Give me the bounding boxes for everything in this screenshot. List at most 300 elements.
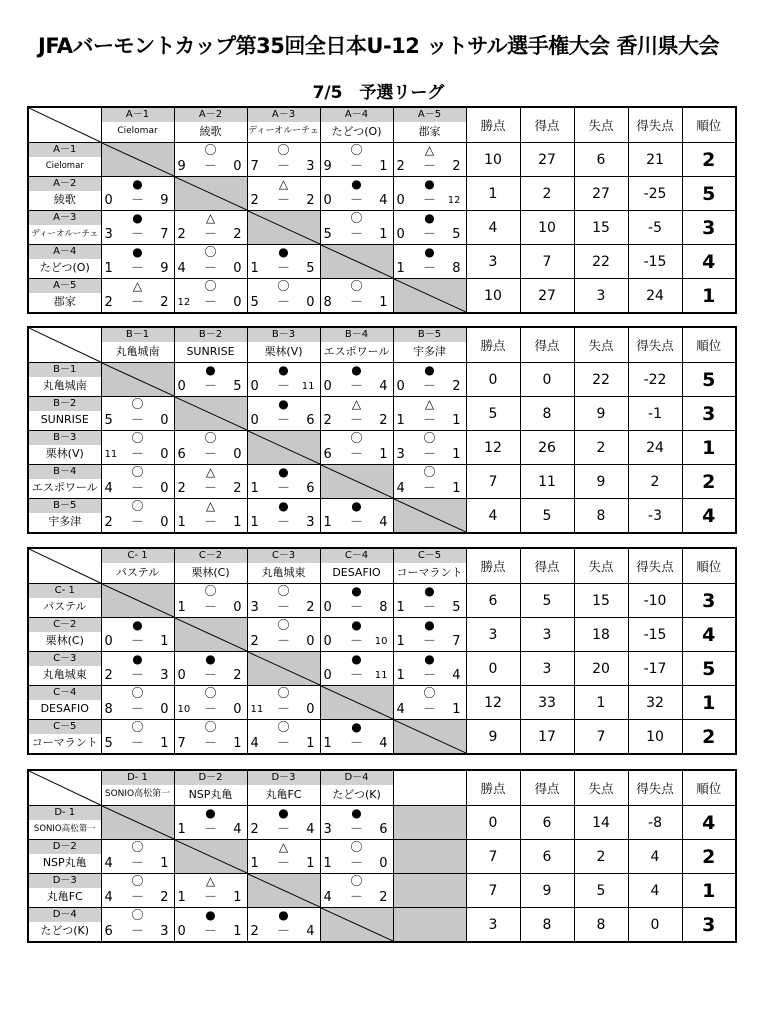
stat-header: 得失点 [628, 548, 682, 584]
stat-header: 得失点 [628, 107, 682, 143]
table-row [28, 143, 736, 177]
self-match-cell [101, 363, 174, 397]
score-against: 2 [379, 413, 388, 428]
column-team-code: D－4 [321, 771, 393, 785]
score-for: 8 [104, 702, 113, 717]
score-for: 0 [323, 600, 332, 615]
goals-for-cell: 5 [520, 584, 574, 618]
goal-difference-cell: -25 [628, 177, 682, 211]
column-team-name: ディーオルーチェ [248, 126, 319, 136]
stat-header: 順位 [682, 107, 736, 143]
stat-header: 得失点 [628, 327, 682, 363]
rank-cell: 5 [682, 363, 736, 397]
score-dash: － [203, 924, 217, 939]
score-against: 1 [379, 447, 388, 462]
score-dash: － [203, 295, 217, 310]
match-result-cell [101, 686, 174, 720]
score-for: 1 [250, 856, 259, 871]
result-win-icon: 〇 [204, 686, 217, 700]
match-score [248, 633, 320, 651]
score-against: 4 [306, 822, 315, 837]
goals-against-cell: 3 [574, 279, 628, 314]
match-result-cell [101, 177, 174, 211]
score-against: 1 [233, 736, 242, 751]
result-draw-icon: △ [205, 465, 216, 479]
column-header [101, 548, 174, 584]
row-team-code: B－3 [29, 431, 101, 445]
score-dash: － [422, 481, 436, 496]
match-result-cell [393, 363, 466, 397]
result-draw-icon: △ [205, 499, 216, 513]
match-score [175, 294, 247, 312]
match-result-cell [101, 465, 174, 499]
rank-cell: 3 [682, 397, 736, 431]
score-dash: － [276, 924, 290, 939]
corner-cell [28, 770, 101, 806]
score-for: 1 [177, 890, 186, 905]
match-result-cell [393, 431, 466, 465]
goal-difference-cell: 0 [628, 908, 682, 943]
score-for: 4 [104, 481, 113, 496]
match-score [321, 889, 393, 907]
match-score [394, 701, 466, 719]
result-loss-icon: ● [278, 245, 289, 259]
score-against: 5 [233, 379, 242, 394]
result-draw-icon: △ [205, 211, 216, 225]
column-team-name: たどつ(O) [331, 125, 382, 138]
column-header [393, 548, 466, 584]
match-result-cell [101, 211, 174, 245]
rank-cell: 4 [682, 499, 736, 534]
score-for: 1 [250, 481, 259, 496]
score-dash: － [349, 668, 363, 683]
score-dash: － [349, 227, 363, 242]
table-row [28, 618, 736, 652]
score-against: 2 [233, 481, 242, 496]
result-win-icon: 〇 [204, 245, 217, 259]
column-team-name: 丸亀城南 [115, 345, 160, 358]
match-score [175, 667, 247, 685]
match-score [175, 514, 247, 532]
score-against: 4 [233, 822, 242, 837]
match-result-cell [393, 618, 466, 652]
stat-header: 得点 [520, 548, 574, 584]
row-team-name: たどつ(O) [39, 261, 90, 274]
column-team-name: SONIO高松第一 [104, 789, 171, 799]
score-dash: － [422, 634, 436, 649]
points-cell: 4 [466, 499, 520, 534]
score-against: 3 [306, 515, 315, 530]
goals-against-cell: 9 [574, 465, 628, 499]
match-score [321, 294, 393, 312]
result-loss-icon: ● [424, 211, 435, 225]
result-loss-icon: ● [205, 363, 216, 377]
score-against: 1 [306, 736, 315, 751]
points-cell: 0 [466, 652, 520, 686]
score-against: 4 [379, 515, 388, 530]
match-result-cell [320, 211, 393, 245]
table-row [28, 177, 736, 211]
goal-difference-cell: 21 [628, 143, 682, 177]
match-result-cell [174, 652, 247, 686]
score-for: 0 [104, 193, 113, 208]
match-result-cell [101, 840, 174, 874]
match-score [102, 889, 174, 907]
rank-cell: 3 [682, 584, 736, 618]
score-for: 2 [250, 924, 259, 939]
score-dash: － [422, 159, 436, 174]
score-dash: － [130, 295, 144, 310]
points-cell: 4 [466, 211, 520, 245]
score-for: 2 [396, 159, 405, 174]
rank-cell: 3 [682, 211, 736, 245]
row-team-code: C－3 [29, 652, 101, 666]
score-dash: － [130, 193, 144, 208]
score-for: 5 [104, 413, 113, 428]
score-for: 0 [323, 668, 332, 683]
score-dash: － [422, 261, 436, 276]
result-loss-icon: ● [351, 652, 362, 666]
score-for: 0 [323, 634, 332, 649]
score-dash: － [130, 447, 144, 462]
row-team-code: A－4 [29, 245, 101, 259]
result-loss-icon: ● [132, 211, 143, 225]
score-for: 0 [396, 193, 405, 208]
match-result-cell [393, 686, 466, 720]
table-row [28, 806, 736, 840]
score-against: 1 [379, 295, 388, 310]
score-dash: － [349, 295, 363, 310]
row-team-code: C－4 [29, 686, 101, 700]
result-draw-icon: △ [424, 397, 435, 411]
result-win-icon: 〇 [131, 908, 144, 922]
self-match-cell [320, 686, 393, 720]
match-result-cell [320, 652, 393, 686]
group-table [27, 769, 737, 943]
page-subtitle: 7/5 予選リーグ [312, 83, 445, 103]
row-team-code: D－4 [29, 908, 101, 922]
rank-cell: 1 [682, 279, 736, 314]
match-result-cell [393, 245, 466, 279]
goals-for-cell: 10 [520, 211, 574, 245]
goals-for-cell: 11 [520, 465, 574, 499]
stat-header: 順位 [682, 327, 736, 363]
table-row [28, 245, 736, 279]
column-header [101, 770, 174, 806]
points-cell: 3 [466, 618, 520, 652]
rank-cell: 1 [682, 686, 736, 720]
result-win-icon: 〇 [350, 279, 363, 293]
corner-cell [28, 107, 101, 143]
result-win-icon: 〇 [423, 686, 436, 700]
score-against: 1 [379, 227, 388, 242]
points-cell: 12 [466, 686, 520, 720]
score-against: 5 [452, 600, 461, 615]
column-team-name: Cielomar [117, 126, 158, 136]
score-against: 1 [306, 856, 315, 871]
goals-against-cell: 7 [574, 720, 628, 755]
score-for: 1 [250, 261, 259, 276]
column-header [174, 770, 247, 806]
match-result-cell [320, 720, 393, 755]
score-dash: － [130, 924, 144, 939]
score-for: 5 [250, 295, 259, 310]
match-score [175, 701, 247, 719]
points-cell: 10 [466, 143, 520, 177]
score-against: 7 [160, 227, 169, 242]
goals-against-cell: 1 [574, 686, 628, 720]
match-score [321, 855, 393, 873]
score-against: 0 [160, 515, 169, 530]
match-score [248, 599, 320, 617]
score-for: 4 [104, 890, 113, 905]
score-against: 3 [160, 668, 169, 683]
goal-difference-cell: -10 [628, 584, 682, 618]
row-team-code: A－5 [29, 279, 101, 293]
match-result-cell [247, 177, 320, 211]
match-score [102, 701, 174, 719]
match-result-cell [174, 279, 247, 314]
match-result-cell [174, 686, 247, 720]
goals-for-cell: 17 [520, 720, 574, 755]
score-for: 7 [250, 159, 259, 174]
score-against: 11 [374, 670, 388, 681]
score-against: 1 [452, 481, 461, 496]
self-match-cell [101, 806, 174, 840]
score-against: 2 [160, 890, 169, 905]
result-draw-icon: △ [351, 397, 362, 411]
self-match-cell [247, 874, 320, 908]
score-for: 1 [396, 634, 405, 649]
score-for: 4 [396, 702, 405, 717]
match-score [321, 735, 393, 753]
result-loss-icon: ● [351, 584, 362, 598]
match-score [102, 412, 174, 430]
score-for: 2 [323, 413, 332, 428]
row-team-name: 丸亀城東 [42, 668, 87, 681]
score-for: 1 [177, 600, 186, 615]
row-team-code: B－2 [29, 397, 101, 411]
points-cell: 3 [466, 908, 520, 943]
row-team-code: A－2 [29, 177, 101, 191]
column-header [320, 548, 393, 584]
score-against: 1 [452, 702, 461, 717]
group-table [27, 547, 737, 755]
score-dash: － [203, 515, 217, 530]
score-dash: － [203, 668, 217, 683]
match-score [175, 378, 247, 396]
score-dash: － [276, 702, 290, 717]
row-team-name: コーマラント [31, 736, 98, 749]
match-result-cell [247, 908, 320, 943]
goals-for-cell: 33 [520, 686, 574, 720]
column-header [320, 770, 393, 806]
result-win-icon: 〇 [423, 431, 436, 445]
row-header [28, 431, 101, 465]
score-dash: － [349, 856, 363, 871]
column-header [247, 327, 320, 363]
score-for: 2 [104, 668, 113, 683]
match-score [102, 514, 174, 532]
score-dash: － [276, 481, 290, 496]
match-score [175, 599, 247, 617]
result-win-icon: 〇 [204, 584, 217, 598]
score-dash: － [203, 447, 217, 462]
score-for: 0 [396, 227, 405, 242]
result-loss-icon: ● [278, 908, 289, 922]
score-against: 12 [447, 195, 461, 206]
row-header [28, 397, 101, 431]
score-against: 0 [160, 447, 169, 462]
goal-difference-cell: -15 [628, 618, 682, 652]
match-result-cell [174, 908, 247, 943]
column-team-code: C－5 [394, 549, 466, 563]
score-dash: － [349, 193, 363, 208]
goals-for-cell: 8 [520, 397, 574, 431]
score-against: 1 [233, 924, 242, 939]
match-score [394, 226, 466, 244]
result-loss-icon: ● [132, 618, 143, 632]
score-for: 3 [250, 600, 259, 615]
match-score [175, 821, 247, 839]
row-team-name: 綾歌 [53, 193, 76, 206]
score-dash: － [203, 159, 217, 174]
column-team-code: A－2 [175, 108, 247, 122]
score-for: 6 [177, 447, 186, 462]
row-header [28, 177, 101, 211]
score-against: 0 [233, 295, 242, 310]
score-against: 4 [379, 379, 388, 394]
score-against: 4 [452, 668, 461, 683]
score-dash: － [349, 159, 363, 174]
score-dash: － [130, 702, 144, 717]
column-team-code: D－2 [175, 771, 247, 785]
column-team-name: パステル [115, 566, 160, 579]
result-win-icon: 〇 [350, 143, 363, 157]
match-result-cell [247, 499, 320, 534]
rank-cell: 5 [682, 652, 736, 686]
group-table [27, 106, 737, 314]
match-score [321, 599, 393, 617]
result-loss-icon: ● [424, 177, 435, 191]
match-score [248, 294, 320, 312]
stat-header: 得点 [520, 770, 574, 806]
result-win-icon: 〇 [277, 686, 290, 700]
self-match-cell [393, 720, 466, 755]
score-against: 9 [160, 261, 169, 276]
score-for: 2 [104, 515, 113, 530]
match-result-cell [101, 397, 174, 431]
column-team-name: コーマラント [396, 566, 463, 579]
result-loss-icon: ● [278, 397, 289, 411]
score-for: 0 [396, 379, 405, 394]
self-match-cell [101, 143, 174, 177]
result-loss-icon: ● [278, 806, 289, 820]
score-against: 3 [160, 924, 169, 939]
points-cell: 0 [466, 806, 520, 840]
match-result-cell [393, 465, 466, 499]
match-result-cell [393, 584, 466, 618]
match-score [248, 378, 320, 396]
rank-cell: 5 [682, 177, 736, 211]
row-header [28, 465, 101, 499]
header-row [28, 548, 736, 584]
result-win-icon: 〇 [350, 840, 363, 854]
goals-for-cell: 3 [520, 652, 574, 686]
goals-for-cell: 9 [520, 874, 574, 908]
score-for: 9 [177, 159, 186, 174]
score-against: 0 [306, 702, 315, 717]
row-team-code: C－2 [29, 618, 101, 632]
score-for: 0 [250, 379, 259, 394]
match-result-cell [320, 874, 393, 908]
goals-against-cell: 18 [574, 618, 628, 652]
score-dash: － [203, 227, 217, 242]
points-cell: 0 [466, 363, 520, 397]
row-team-code: A－1 [29, 143, 101, 157]
score-against: 5 [306, 261, 315, 276]
row-team-name: ディーオルーチェ [31, 229, 99, 239]
match-result-cell [247, 397, 320, 431]
score-dash: － [276, 600, 290, 615]
column-team-name: 栗林(V) [264, 345, 303, 358]
rank-cell: 3 [682, 908, 736, 943]
row-team-name: 郡家 [53, 295, 76, 308]
row-team-name: 丸亀FC [46, 890, 83, 903]
row-header [28, 874, 101, 908]
score-dash: － [422, 600, 436, 615]
points-cell: 5 [466, 397, 520, 431]
match-result-cell [174, 720, 247, 755]
score-against: 0 [233, 447, 242, 462]
row-team-code: B－5 [29, 499, 101, 513]
goal-difference-cell: 10 [628, 720, 682, 755]
empty-cell [393, 806, 466, 840]
row-team-code: C－5 [29, 720, 101, 734]
score-against: 1 [452, 447, 461, 462]
score-for: 11 [104, 449, 118, 460]
match-score [248, 735, 320, 753]
row-header [28, 363, 101, 397]
score-against: 0 [160, 413, 169, 428]
score-against: 1 [233, 515, 242, 530]
match-score [321, 412, 393, 430]
result-loss-icon: ● [351, 177, 362, 191]
score-against: 2 [452, 159, 461, 174]
score-for: 2 [250, 634, 259, 649]
score-for: 3 [323, 822, 332, 837]
column-header [174, 327, 247, 363]
match-score [321, 378, 393, 396]
column-team-code: C－2 [175, 549, 247, 563]
score-dash: － [349, 413, 363, 428]
score-dash: － [422, 379, 436, 394]
score-for: 2 [177, 227, 186, 242]
score-against: 2 [306, 600, 315, 615]
score-dash: － [276, 856, 290, 871]
row-team-code: B－4 [29, 465, 101, 479]
table-row [28, 465, 736, 499]
result-win-icon: 〇 [131, 840, 144, 854]
rank-cell: 1 [682, 431, 736, 465]
score-dash: － [130, 261, 144, 276]
goal-difference-cell: -3 [628, 499, 682, 534]
table-row [28, 652, 736, 686]
column-header [247, 770, 320, 806]
score-for: 10 [177, 704, 191, 715]
match-score [394, 412, 466, 430]
score-dash: － [349, 890, 363, 905]
